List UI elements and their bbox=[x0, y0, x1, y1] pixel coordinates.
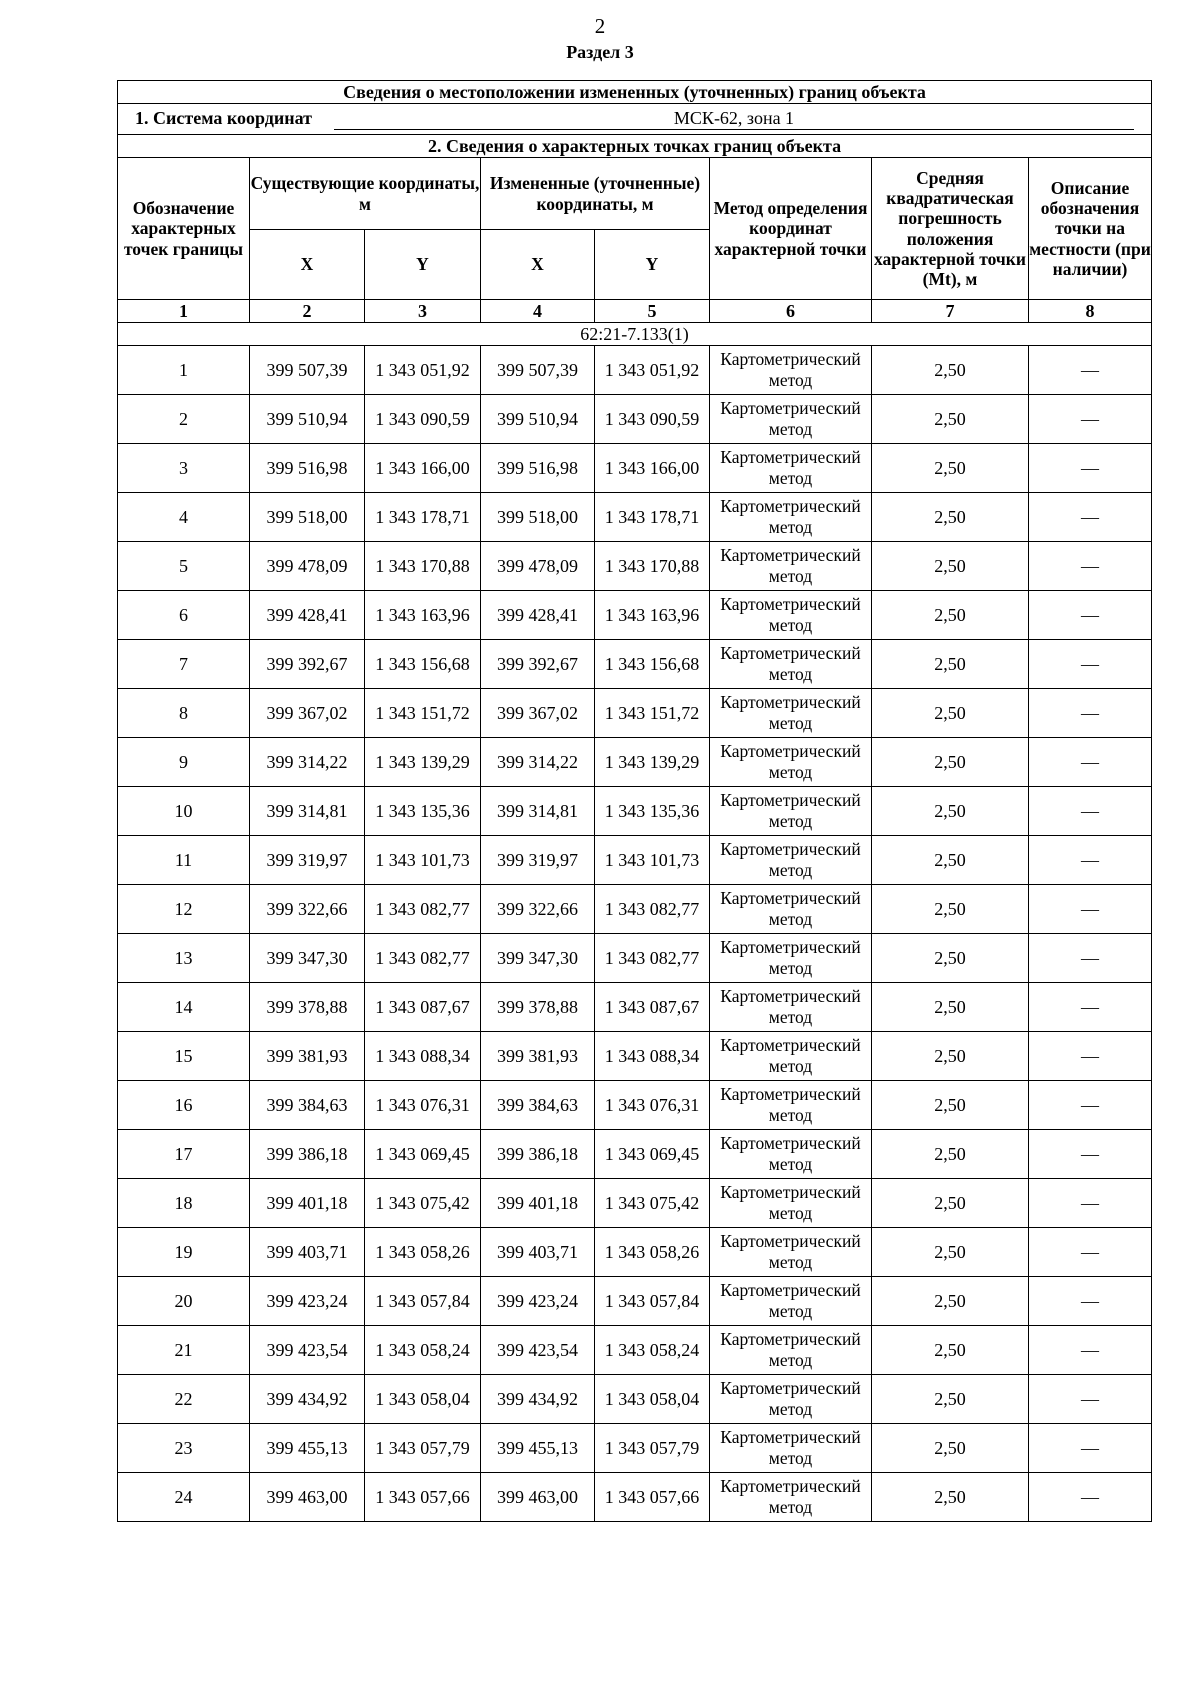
existing-x-cell: 399 434,92 bbox=[250, 1375, 365, 1424]
existing-x-cell: 399 314,81 bbox=[250, 787, 365, 836]
changed-y-cell: 1 343 170,88 bbox=[595, 542, 710, 591]
existing-x-cell: 399 428,41 bbox=[250, 591, 365, 640]
changed-x-cell: 399 423,24 bbox=[481, 1277, 595, 1326]
changed-y-cell: 1 343 088,34 bbox=[595, 1032, 710, 1081]
points-caption: 2. Сведения о характерных точках границ объекта bbox=[118, 135, 1152, 158]
changed-x-cell: 399 434,92 bbox=[481, 1375, 595, 1424]
method-cell: Картометрический метод bbox=[710, 836, 872, 885]
point-number-cell: 8 bbox=[118, 689, 250, 738]
changed-x-cell: 399 384,63 bbox=[481, 1081, 595, 1130]
description-cell: — bbox=[1029, 1473, 1152, 1522]
changed-y-cell: 1 343 076,31 bbox=[595, 1081, 710, 1130]
description-cell: — bbox=[1029, 1424, 1152, 1473]
existing-x-cell: 399 384,63 bbox=[250, 1081, 365, 1130]
existing-x-cell: 399 319,97 bbox=[250, 836, 365, 885]
header-changed-coords: Измененные (уточненные) координаты, м bbox=[481, 158, 710, 230]
column-numbers-row bbox=[118, 300, 1152, 323]
column-number: 4 bbox=[481, 300, 595, 323]
table-row bbox=[118, 1277, 1152, 1326]
changed-x-cell: 399 510,94 bbox=[481, 395, 595, 444]
header-changed-x: X bbox=[481, 230, 595, 300]
accuracy-cell: 2,50 bbox=[872, 1277, 1029, 1326]
changed-y-cell: 1 343 151,72 bbox=[595, 689, 710, 738]
table-row bbox=[118, 934, 1152, 983]
existing-y-cell: 1 343 082,77 bbox=[365, 934, 481, 983]
header-existing-x: X bbox=[250, 230, 365, 300]
description-cell: — bbox=[1029, 493, 1152, 542]
method-cell: Картометрический метод bbox=[710, 591, 872, 640]
method-cell: Картометрический метод bbox=[710, 1277, 872, 1326]
changed-x-cell: 399 401,18 bbox=[481, 1179, 595, 1228]
description-cell: — bbox=[1029, 395, 1152, 444]
method-cell: Картометрический метод bbox=[710, 1130, 872, 1179]
table-row bbox=[118, 493, 1152, 542]
existing-y-cell: 1 343 057,79 bbox=[365, 1424, 481, 1473]
existing-y-cell: 1 343 051,92 bbox=[365, 346, 481, 395]
method-cell: Картометрический метод bbox=[710, 1032, 872, 1081]
description-cell: — bbox=[1029, 1081, 1152, 1130]
method-cell: Картометрический метод bbox=[710, 738, 872, 787]
method-cell: Картометрический метод bbox=[710, 1228, 872, 1277]
point-number-cell: 15 bbox=[118, 1032, 250, 1081]
column-number: 3 bbox=[365, 300, 481, 323]
changed-y-cell: 1 343 058,24 bbox=[595, 1326, 710, 1375]
existing-y-cell: 1 343 057,66 bbox=[365, 1473, 481, 1522]
method-cell: Картометрический метод bbox=[710, 346, 872, 395]
existing-y-cell: 1 343 166,00 bbox=[365, 444, 481, 493]
changed-x-cell: 399 518,00 bbox=[481, 493, 595, 542]
table-caption: Сведения о местоположении измененных (уточненных) границ объекта bbox=[118, 81, 1152, 104]
point-number-cell: 12 bbox=[118, 885, 250, 934]
point-number-cell: 24 bbox=[118, 1473, 250, 1522]
method-cell: Картометрический метод bbox=[710, 1081, 872, 1130]
header-changed-y: Y bbox=[595, 230, 710, 300]
description-cell: — bbox=[1029, 885, 1152, 934]
table-row bbox=[118, 591, 1152, 640]
changed-y-cell: 1 343 069,45 bbox=[595, 1130, 710, 1179]
existing-y-cell: 1 343 058,24 bbox=[365, 1326, 481, 1375]
description-cell: — bbox=[1029, 934, 1152, 983]
existing-y-cell: 1 343 139,29 bbox=[365, 738, 481, 787]
accuracy-cell: 2,50 bbox=[872, 885, 1029, 934]
existing-y-cell: 1 343 151,72 bbox=[365, 689, 481, 738]
changed-x-cell: 399 322,66 bbox=[481, 885, 595, 934]
changed-y-cell: 1 343 051,92 bbox=[595, 346, 710, 395]
existing-x-cell: 399 518,00 bbox=[250, 493, 365, 542]
changed-x-cell: 399 507,39 bbox=[481, 346, 595, 395]
table-row bbox=[118, 689, 1152, 738]
description-cell: — bbox=[1029, 1130, 1152, 1179]
existing-x-cell: 399 392,67 bbox=[250, 640, 365, 689]
table-row bbox=[118, 395, 1152, 444]
changed-x-cell: 399 319,97 bbox=[481, 836, 595, 885]
table-row bbox=[118, 1375, 1152, 1424]
changed-y-cell: 1 343 058,04 bbox=[595, 1375, 710, 1424]
existing-x-cell: 399 367,02 bbox=[250, 689, 365, 738]
accuracy-cell: 2,50 bbox=[872, 1375, 1029, 1424]
method-cell: Картометрический метод bbox=[710, 493, 872, 542]
existing-y-cell: 1 343 178,71 bbox=[365, 493, 481, 542]
method-cell: Картометрический метод bbox=[710, 395, 872, 444]
point-number-cell: 16 bbox=[118, 1081, 250, 1130]
changed-y-cell: 1 343 090,59 bbox=[595, 395, 710, 444]
table-row bbox=[118, 885, 1152, 934]
boundary-points-table bbox=[117, 80, 1152, 1522]
point-number-cell: 1 bbox=[118, 346, 250, 395]
table-row bbox=[118, 1473, 1152, 1522]
existing-y-cell: 1 343 069,45 bbox=[365, 1130, 481, 1179]
table-row bbox=[118, 836, 1152, 885]
column-number: 6 bbox=[710, 300, 872, 323]
description-cell: — bbox=[1029, 640, 1152, 689]
accuracy-cell: 2,50 bbox=[872, 1130, 1029, 1179]
existing-y-cell: 1 343 058,04 bbox=[365, 1375, 481, 1424]
accuracy-cell: 2,50 bbox=[872, 1228, 1029, 1277]
point-number-cell: 6 bbox=[118, 591, 250, 640]
changed-y-cell: 1 343 058,26 bbox=[595, 1228, 710, 1277]
point-number-cell: 2 bbox=[118, 395, 250, 444]
existing-x-cell: 399 507,39 bbox=[250, 346, 365, 395]
table-row bbox=[118, 640, 1152, 689]
table-row bbox=[118, 1326, 1152, 1375]
point-number-cell: 13 bbox=[118, 934, 250, 983]
existing-y-cell: 1 343 075,42 bbox=[365, 1179, 481, 1228]
method-cell: Картометрический метод bbox=[710, 542, 872, 591]
description-cell: — bbox=[1029, 983, 1152, 1032]
existing-x-cell: 399 347,30 bbox=[250, 934, 365, 983]
accuracy-cell: 2,50 bbox=[872, 787, 1029, 836]
existing-x-cell: 399 314,22 bbox=[250, 738, 365, 787]
table-row bbox=[118, 1179, 1152, 1228]
changed-y-cell: 1 343 178,71 bbox=[595, 493, 710, 542]
page-number: 2 bbox=[594, 14, 606, 38]
changed-y-cell: 1 343 139,29 bbox=[595, 738, 710, 787]
accuracy-cell: 2,50 bbox=[872, 591, 1029, 640]
header-method: Метод определения координат характерной точки bbox=[710, 158, 872, 300]
existing-y-cell: 1 343 135,36 bbox=[365, 787, 481, 836]
section-title: Раздел 3 bbox=[566, 42, 634, 62]
point-number-cell: 19 bbox=[118, 1228, 250, 1277]
existing-y-cell: 1 343 058,26 bbox=[365, 1228, 481, 1277]
changed-x-cell: 399 347,30 bbox=[481, 934, 595, 983]
description-cell: — bbox=[1029, 1277, 1152, 1326]
existing-x-cell: 399 403,71 bbox=[250, 1228, 365, 1277]
existing-y-cell: 1 343 101,73 bbox=[365, 836, 481, 885]
changed-x-cell: 399 478,09 bbox=[481, 542, 595, 591]
changed-x-cell: 399 392,67 bbox=[481, 640, 595, 689]
accuracy-cell: 2,50 bbox=[872, 934, 1029, 983]
accuracy-cell: 2,50 bbox=[872, 542, 1029, 591]
table-row bbox=[118, 983, 1152, 1032]
point-number-cell: 10 bbox=[118, 787, 250, 836]
accuracy-cell: 2,50 bbox=[872, 640, 1029, 689]
changed-x-cell: 399 463,00 bbox=[481, 1473, 595, 1522]
table-row bbox=[118, 1032, 1152, 1081]
changed-x-cell: 399 516,98 bbox=[481, 444, 595, 493]
table-row bbox=[118, 1081, 1152, 1130]
changed-y-cell: 1 343 082,77 bbox=[595, 885, 710, 934]
coord-system-label: 1. Система координат bbox=[135, 107, 312, 128]
accuracy-cell: 2,50 bbox=[872, 1081, 1029, 1130]
accuracy-cell: 2,50 bbox=[872, 444, 1029, 493]
changed-x-cell: 399 386,18 bbox=[481, 1130, 595, 1179]
column-number: 7 bbox=[872, 300, 1029, 323]
accuracy-cell: 2,50 bbox=[872, 395, 1029, 444]
table-row bbox=[118, 346, 1152, 395]
existing-y-cell: 1 343 163,96 bbox=[365, 591, 481, 640]
changed-y-cell: 1 343 082,77 bbox=[595, 934, 710, 983]
method-cell: Картометрический метод bbox=[710, 640, 872, 689]
method-cell: Картометрический метод bbox=[710, 983, 872, 1032]
accuracy-cell: 2,50 bbox=[872, 1473, 1029, 1522]
description-cell: — bbox=[1029, 689, 1152, 738]
description-cell: — bbox=[1029, 346, 1152, 395]
existing-x-cell: 399 455,13 bbox=[250, 1424, 365, 1473]
point-number-cell: 20 bbox=[118, 1277, 250, 1326]
existing-y-cell: 1 343 087,67 bbox=[365, 983, 481, 1032]
existing-y-cell: 1 343 088,34 bbox=[365, 1032, 481, 1081]
point-number-cell: 21 bbox=[118, 1326, 250, 1375]
point-number-cell: 14 bbox=[118, 983, 250, 1032]
existing-x-cell: 399 463,00 bbox=[250, 1473, 365, 1522]
method-cell: Картометрический метод bbox=[710, 1326, 872, 1375]
changed-x-cell: 399 428,41 bbox=[481, 591, 595, 640]
accuracy-cell: 2,50 bbox=[872, 689, 1029, 738]
existing-y-cell: 1 343 170,88 bbox=[365, 542, 481, 591]
header-description: Описание обозначения точки на местности (при наличии) bbox=[1029, 158, 1152, 300]
existing-x-cell: 399 381,93 bbox=[250, 1032, 365, 1081]
changed-y-cell: 1 343 075,42 bbox=[595, 1179, 710, 1228]
changed-x-cell: 399 423,54 bbox=[481, 1326, 595, 1375]
changed-y-cell: 1 343 057,66 bbox=[595, 1473, 710, 1522]
column-number: 8 bbox=[1029, 300, 1152, 323]
point-number-cell: 22 bbox=[118, 1375, 250, 1424]
point-number-cell: 7 bbox=[118, 640, 250, 689]
table-row bbox=[118, 787, 1152, 836]
existing-x-cell: 399 386,18 bbox=[250, 1130, 365, 1179]
point-number-cell: 17 bbox=[118, 1130, 250, 1179]
existing-x-cell: 399 322,66 bbox=[250, 885, 365, 934]
description-cell: — bbox=[1029, 1179, 1152, 1228]
accuracy-cell: 2,50 bbox=[872, 1179, 1029, 1228]
method-cell: Картометрический метод bbox=[710, 787, 872, 836]
description-cell: — bbox=[1029, 1228, 1152, 1277]
method-cell: Картометрический метод bbox=[710, 1375, 872, 1424]
method-cell: Картометрический метод bbox=[710, 444, 872, 493]
point-number-cell: 5 bbox=[118, 542, 250, 591]
column-number: 5 bbox=[595, 300, 710, 323]
changed-x-cell: 399 378,88 bbox=[481, 983, 595, 1032]
existing-y-cell: 1 343 090,59 bbox=[365, 395, 481, 444]
method-cell: Картометрический метод bbox=[710, 689, 872, 738]
description-cell: — bbox=[1029, 1375, 1152, 1424]
accuracy-cell: 2,50 bbox=[872, 1424, 1029, 1473]
changed-x-cell: 399 381,93 bbox=[481, 1032, 595, 1081]
changed-y-cell: 1 343 057,79 bbox=[595, 1424, 710, 1473]
parcel-id: 62:21-7.133(1) bbox=[118, 323, 1152, 346]
point-number-cell: 4 bbox=[118, 493, 250, 542]
existing-y-cell: 1 343 082,77 bbox=[365, 885, 481, 934]
description-cell: — bbox=[1029, 444, 1152, 493]
column-number: 2 bbox=[250, 300, 365, 323]
point-number-cell: 9 bbox=[118, 738, 250, 787]
method-cell: Картометрический метод bbox=[710, 1179, 872, 1228]
accuracy-cell: 2,50 bbox=[872, 1032, 1029, 1081]
coord-system-value: МСК-62, зона 1 bbox=[334, 108, 1134, 131]
header-existing-coords: Существующие координаты, м bbox=[250, 158, 481, 230]
description-cell: — bbox=[1029, 787, 1152, 836]
description-cell: — bbox=[1029, 836, 1152, 885]
description-cell: — bbox=[1029, 1326, 1152, 1375]
header-existing-y: Y bbox=[365, 230, 481, 300]
accuracy-cell: 2,50 bbox=[872, 738, 1029, 787]
table-row bbox=[118, 444, 1152, 493]
changed-x-cell: 399 455,13 bbox=[481, 1424, 595, 1473]
existing-y-cell: 1 343 156,68 bbox=[365, 640, 481, 689]
accuracy-cell: 2,50 bbox=[872, 346, 1029, 395]
accuracy-cell: 2,50 bbox=[872, 493, 1029, 542]
point-number-cell: 18 bbox=[118, 1179, 250, 1228]
changed-y-cell: 1 343 156,68 bbox=[595, 640, 710, 689]
existing-y-cell: 1 343 057,84 bbox=[365, 1277, 481, 1326]
existing-x-cell: 399 510,94 bbox=[250, 395, 365, 444]
accuracy-cell: 2,50 bbox=[872, 983, 1029, 1032]
existing-y-cell: 1 343 076,31 bbox=[365, 1081, 481, 1130]
point-number-cell: 3 bbox=[118, 444, 250, 493]
header-designation: Обозначение характерных точек границы bbox=[118, 158, 250, 300]
existing-x-cell: 399 516,98 bbox=[250, 444, 365, 493]
changed-y-cell: 1 343 166,00 bbox=[595, 444, 710, 493]
table-row bbox=[118, 1130, 1152, 1179]
description-cell: — bbox=[1029, 738, 1152, 787]
changed-y-cell: 1 343 057,84 bbox=[595, 1277, 710, 1326]
table-row bbox=[118, 1228, 1152, 1277]
changed-y-cell: 1 343 135,36 bbox=[595, 787, 710, 836]
accuracy-cell: 2,50 bbox=[872, 836, 1029, 885]
existing-x-cell: 399 378,88 bbox=[250, 983, 365, 1032]
existing-x-cell: 399 478,09 bbox=[250, 542, 365, 591]
point-number-cell: 11 bbox=[118, 836, 250, 885]
changed-x-cell: 399 403,71 bbox=[481, 1228, 595, 1277]
existing-x-cell: 399 423,24 bbox=[250, 1277, 365, 1326]
accuracy-cell: 2,50 bbox=[872, 1326, 1029, 1375]
changed-x-cell: 399 314,22 bbox=[481, 738, 595, 787]
table-row bbox=[118, 542, 1152, 591]
existing-x-cell: 399 401,18 bbox=[250, 1179, 365, 1228]
method-cell: Картометрический метод bbox=[710, 934, 872, 983]
point-number-cell: 23 bbox=[118, 1424, 250, 1473]
changed-x-cell: 399 367,02 bbox=[481, 689, 595, 738]
description-cell: — bbox=[1029, 591, 1152, 640]
description-cell: — bbox=[1029, 542, 1152, 591]
changed-y-cell: 1 343 087,67 bbox=[595, 983, 710, 1032]
description-cell: — bbox=[1029, 1032, 1152, 1081]
method-cell: Картометрический метод bbox=[710, 1473, 872, 1522]
method-cell: Картометрический метод bbox=[710, 885, 872, 934]
header-accuracy: Средняя квадратическая погрешность положения характерной точки (Mt), м bbox=[872, 158, 1029, 300]
table-row bbox=[118, 738, 1152, 787]
table-row bbox=[118, 1424, 1152, 1473]
method-cell: Картометрический метод bbox=[710, 1424, 872, 1473]
changed-y-cell: 1 343 101,73 bbox=[595, 836, 710, 885]
column-number: 1 bbox=[118, 300, 250, 323]
changed-y-cell: 1 343 163,96 bbox=[595, 591, 710, 640]
changed-x-cell: 399 314,81 bbox=[481, 787, 595, 836]
existing-x-cell: 399 423,54 bbox=[250, 1326, 365, 1375]
coord-system-row bbox=[118, 104, 1152, 135]
